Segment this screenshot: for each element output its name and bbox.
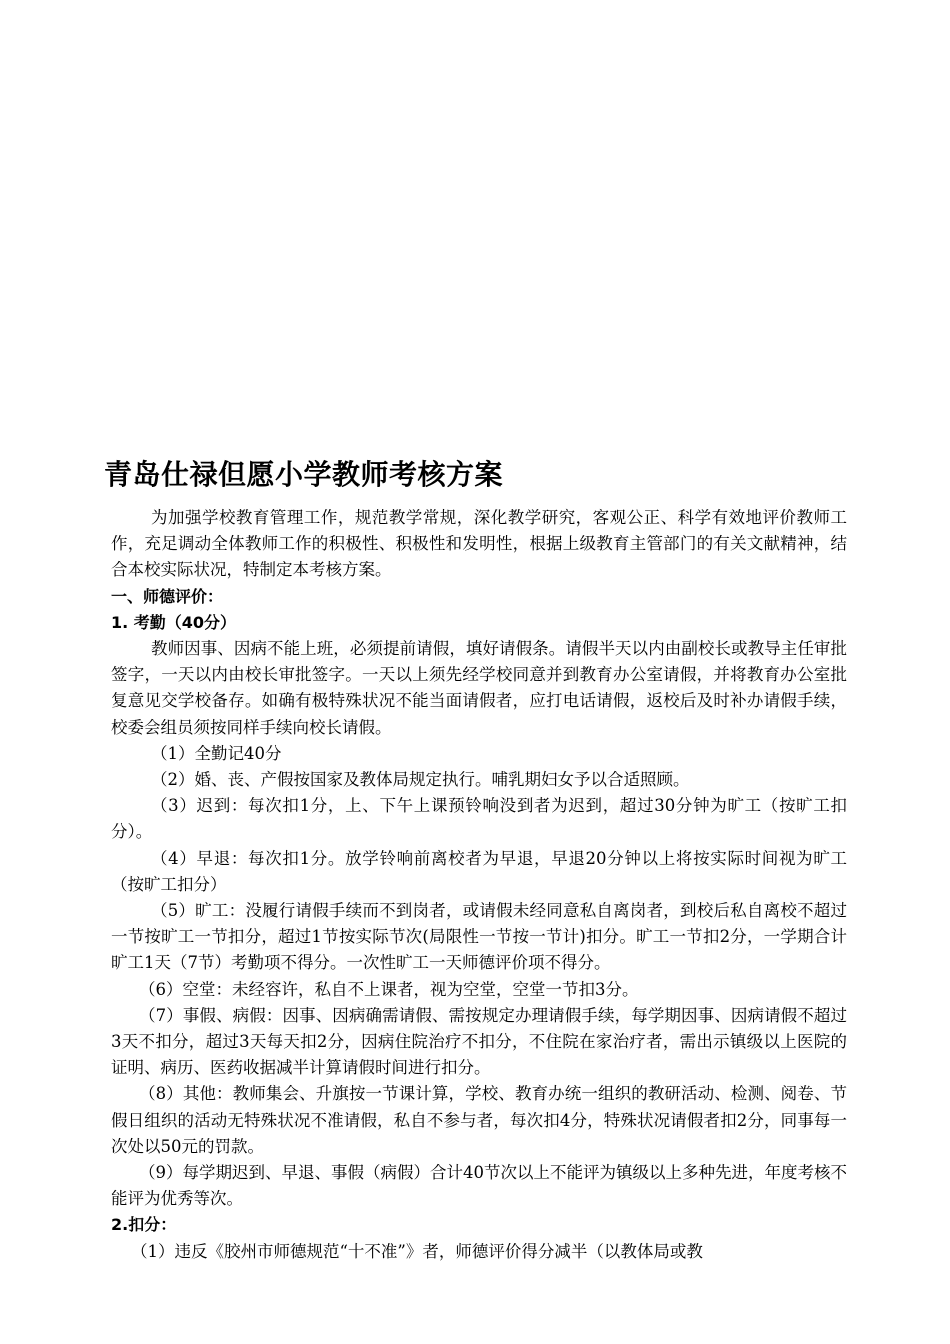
- subsection-heading-attendance: 1. 考勤（40分）: [111, 612, 237, 632]
- subsection-heading-deductions: 2.扣分：: [111, 1215, 177, 1235]
- list-item: （4）早退：每次扣1分。放学铃响前离校者为早退，早退20分钟以上将按实际时间视为旷工（按旷工扣分）: [111, 848, 847, 894]
- list-item: （3）迟到：每次扣1分，上、下午上课预铃响没到者为迟到，超过30分钟为旷工（按旷工扣分）。: [111, 796, 847, 842]
- list-item: （8）其他：教师集会、升旗按一节课计算，学校、教育办统一组织的教研活动、检测、阅卷、节假日组织的活动无特殊状况不准请假，私自不参与者，每次扣4分，特殊状况请假者扣2分，同事每一次处以50元的罚款。: [111, 1084, 847, 1156]
- attendance-paragraph: 教师因事、因病不能上班，必须提前请假，填好请假条。请假半天以内由副校长或教导主任审批签字，一天以内由校长审批签字。一天以上须先经学校同意并到教育办公室请假，并将教育办公室批复意见交学校备存。如确有极特殊状况不能当面请假者，应打电话请假，返校后及时补办请假手续，校委会组员须按同样手续向校长请假。: [111, 639, 847, 737]
- section-heading-ethics: 一、师德评价：: [111, 586, 224, 606]
- list-item: （1）违反《胶州市师德规范“十不准”》者，师德评价得分减半（以教体局或教: [131, 1241, 703, 1261]
- list-item: （7）事假、病假：因事、因病确需请假、需按规定办理请假手续，每学期因事、因病请假不超过3天不扣分，超过3天每天扣2分，因病住院治疗不扣分，不住院在家治疗者，需出示镇级以上医院的证明、病历、医药收据减半计算请假时间进行扣分。: [111, 1005, 847, 1078]
- list-item: （1）全勤记40分: [151, 743, 282, 763]
- list-item: （5）旷工：没履行请假手续而不到岗者，或请假未经同意私自离岗者，到校后私自离校不超过一节按旷工一节扣分，超过1节按实际节次(局限性一节按一节计)扣分。旷工一节扣2分，一学期合计旷工1天（7节）考勤项不得分。一次性旷工一天师德评价项不得分。: [111, 901, 847, 973]
- document-title: 青岛仕禄但愿小学教师考核方案: [104, 458, 504, 491]
- document-body: [111, 505, 847, 1265]
- intro-paragraph: 为加强学校教育管理工作，规范教学常规，深化教学研究，客观公正、科学有效地评价教师工作，充足调动全体教师工作的积极性、积极性和发明性，根据上级教育主管部门的有关文献精神，结合本校实际状况，特制定本考核方案。: [111, 508, 847, 580]
- list-item: （6）空堂：未经容许，私自不上课者，视为空堂，空堂一节扣3分。: [139, 979, 639, 999]
- list-item: （2）婚、丧、产假按国家及教体局规定执行。哺乳期妇女予以合适照顾。: [151, 770, 690, 790]
- list-item: （9）每学期迟到、早退、事假（病假）合计40节次以上不能评为镇级以上多种先进，年度考核不能评为优秀等次。: [111, 1163, 847, 1209]
